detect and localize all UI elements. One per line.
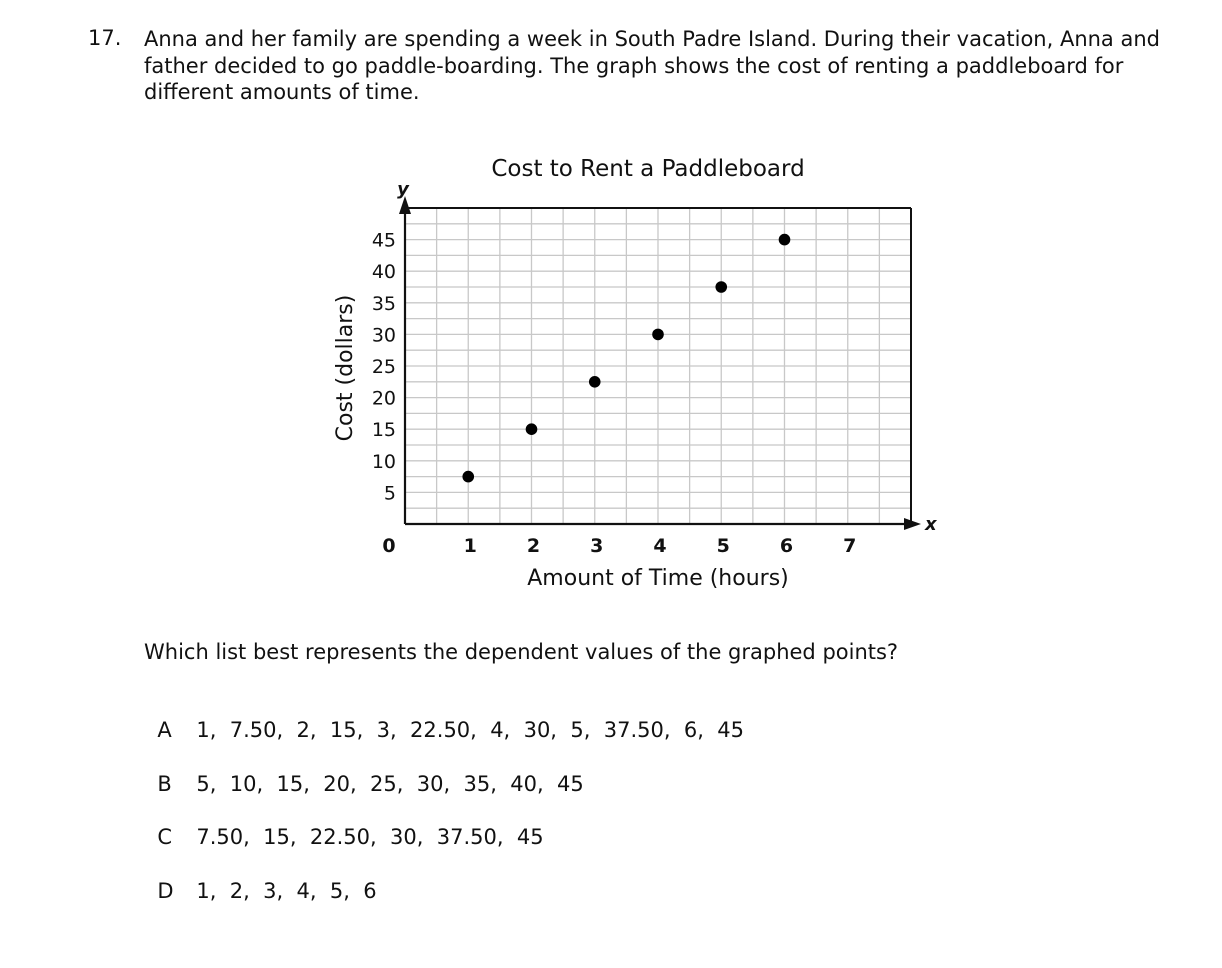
x-tick-label: 4 [653, 535, 667, 557]
y-tick-label: 40 [371, 261, 396, 284]
x-tick-label: 2 [526, 535, 541, 557]
y-tick-label: 5 [383, 482, 396, 505]
choice-letter: C [157, 825, 173, 849]
y-tick-label: 35 [371, 292, 396, 315]
choice-letter: B [157, 772, 172, 796]
data-point [526, 423, 538, 435]
question-prompt: Which list best represents the dependent values of the graphed points? [144, 640, 899, 664]
choice-b[interactable] [144, 748, 584, 796]
choice-d[interactable] [144, 855, 377, 903]
x-tick-label: 1 [463, 535, 477, 557]
choice-a[interactable] [144, 694, 744, 742]
stem-line: different amounts of time. [144, 80, 420, 104]
y-tick-label: 45 [371, 229, 396, 252]
y-axis-letter: y [397, 179, 409, 200]
stem-line: Anna and her family are spending a week in South Padre Island. During their vacation, Anna and [144, 27, 1160, 51]
choice-text: 1, 7.50, 2, 15, 3, 22.50, 4, 30, 5, 37.50, 6, 45 [196, 718, 744, 742]
choice-letter: A [157, 718, 172, 742]
y-tick-label: 20 [371, 387, 396, 410]
choice-text: 5, 10, 15, 20, 25, 30, 35, 40, 45 [196, 772, 584, 796]
x-tick-label: 6 [779, 535, 794, 557]
y-axis-label: Cost (dollars) [333, 294, 358, 442]
origin-label: 0 [382, 535, 396, 557]
stem-line: father decided to go paddle-boarding. The graph shows the cost of renting a paddleboard for [144, 53, 1124, 78]
choice-text: 7.50, 15, 22.50, 30, 37.50, 45 [196, 825, 544, 849]
x-axis-letter: x [925, 514, 937, 535]
y-tick-label: 15 [371, 419, 396, 442]
data-point [779, 234, 791, 246]
data-point [462, 471, 474, 483]
y-tick-label: 30 [371, 324, 396, 347]
x-axis-arrow [904, 518, 921, 530]
choice-text: 1, 2, 3, 4, 5, 6 [196, 879, 377, 903]
y-tick-label: 25 [371, 356, 396, 378]
x-tick-label: 5 [716, 535, 730, 557]
y-tick-label: 10 [371, 450, 396, 473]
x-tick-label: 3 [590, 535, 604, 557]
data-point [652, 329, 664, 341]
chart-title: Cost to Rent a Paddleboard [491, 156, 805, 182]
data-point [715, 281, 727, 293]
x-tick-label: 7 [843, 535, 857, 557]
choice-letter: D [157, 879, 174, 903]
data-point [589, 376, 601, 388]
x-axis-label: Amount of Time (hours) [527, 566, 789, 591]
question-number: 17. [88, 26, 122, 50]
choice-c[interactable] [144, 801, 544, 849]
